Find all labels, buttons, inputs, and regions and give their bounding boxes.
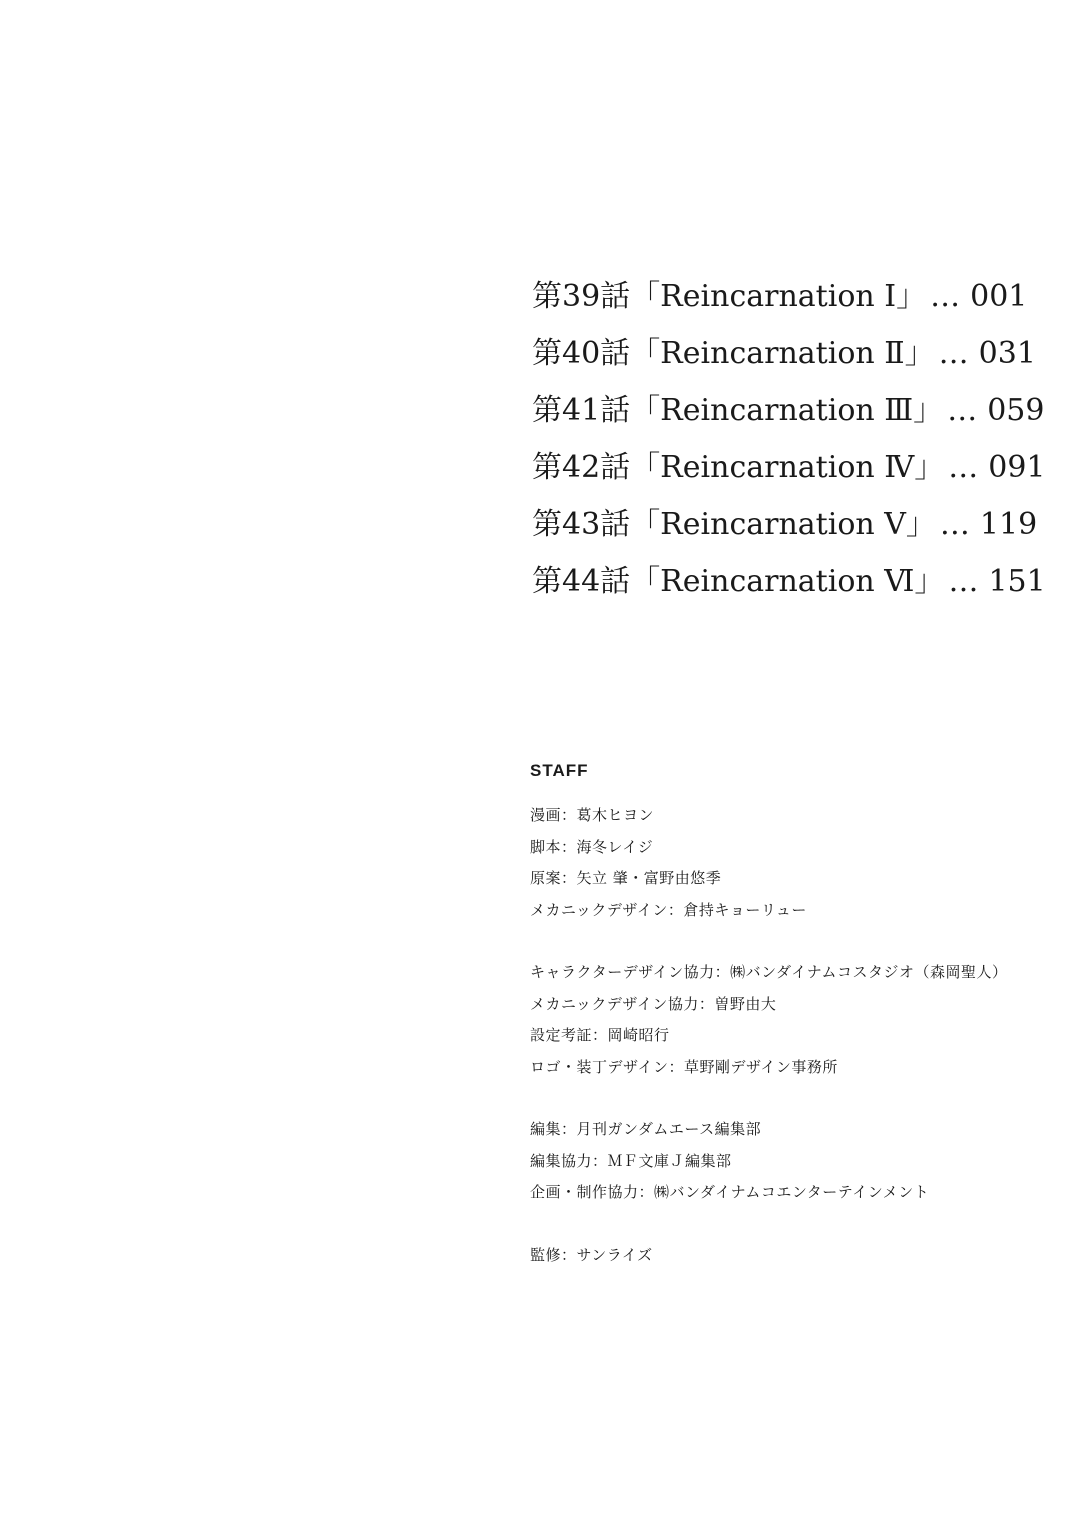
chapter-number: 第44話: [532, 564, 631, 599]
credit-line: 漫画：葛木ヒヨン: [530, 806, 655, 824]
staff-group-supervision: [530, 1240, 1070, 1272]
credit-line: 設定考証：岡崎昭行: [530, 1026, 670, 1044]
chapter-title: 「Reincarnation Ⅵ」: [630, 564, 945, 599]
credit-line: 企画・制作協力：㈱バンダイナムコエンターテインメント: [530, 1183, 930, 1201]
toc-entry[interactable]: [532, 268, 1052, 325]
credit-line: 編集：月刊ガンダムエース編集部: [530, 1120, 762, 1138]
staff-group-creators: [530, 800, 1070, 926]
toc-entry[interactable]: [532, 382, 1052, 439]
toc-entry[interactable]: [532, 325, 1052, 382]
page-number: 119: [979, 507, 1038, 542]
leader-dots: …: [938, 336, 969, 371]
staff-group-editorial: [530, 1114, 1070, 1209]
chapter-number: 第39話: [532, 279, 631, 314]
chapter-title: 「Reincarnation Ⅳ」: [630, 450, 945, 485]
chapter-title: 「Reincarnation Ⅱ」: [630, 336, 935, 371]
credit-line: メカニックデザイン：倉持キョーリュー: [530, 900, 807, 919]
leader-dots: …: [947, 393, 978, 428]
chapter-number: 第41話: [532, 393, 631, 428]
credit-line: 脚本：海冬レイジ: [530, 837, 654, 856]
page-number: 091: [988, 450, 1046, 485]
toc-entry[interactable]: [532, 496, 1052, 553]
page-number: 001: [970, 279, 1028, 314]
table-of-contents: [532, 268, 1052, 610]
leader-dots: …: [930, 279, 961, 314]
credit-line: 編集協力：ＭＦ文庫Ｊ編集部: [530, 1151, 732, 1170]
chapter-number: 第42話: [532, 450, 631, 485]
staff-credits: [530, 758, 1070, 1302]
chapter-title: 「Reincarnation Ⅲ」: [630, 393, 944, 428]
credit-line: メカニックデザイン協力：曽野由大: [530, 994, 777, 1013]
page-number: 059: [987, 393, 1045, 428]
chapter-title: 「Reincarnation Ⅴ」: [630, 507, 936, 542]
leader-dots: …: [939, 507, 970, 542]
credit-line: 原案：矢立 肇・富野由悠季: [530, 869, 722, 887]
chapter-number: 第43話: [532, 507, 631, 542]
credit-line: 監修：サンライズ: [530, 1245, 653, 1264]
staff-heading: STAFF: [530, 761, 589, 780]
credit-line: ロゴ・装丁デザイン：草野剛デザイン事務所: [530, 1057, 838, 1076]
page-number: 031: [978, 336, 1036, 371]
page-number: 151: [988, 564, 1046, 599]
staff-group-cooperation: [530, 957, 1070, 1083]
chapter-title: 「Reincarnation Ⅰ」: [630, 279, 927, 314]
chapter-number: 第40話: [532, 336, 631, 371]
leader-dots: …: [948, 450, 979, 485]
toc-entry[interactable]: [532, 553, 1052, 610]
credit-line: キャラクターデザイン協力：㈱バンダイナムコスタジオ（森岡聖人）: [530, 963, 1008, 981]
leader-dots: …: [948, 564, 979, 599]
toc-entry[interactable]: [532, 439, 1052, 496]
